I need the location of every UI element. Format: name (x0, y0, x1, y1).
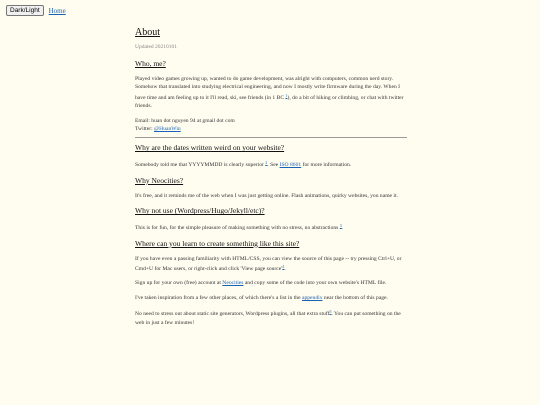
learn-text-3: Sign up for your own (free) account at (135, 280, 223, 287)
learn-paragraph-4 (135, 308, 407, 327)
why-not-paragraph (135, 222, 407, 232)
heading-dates: Why are the dates written weird on your website? (135, 143, 285, 153)
iso-8601-link[interactable]: ISO 8601 (279, 162, 302, 169)
learn-text-2: . (284, 266, 286, 273)
learn-paragraph-1 (135, 255, 407, 274)
who-text-2: ), do a bit of hiking or climbing, or chat with twitter friends. (135, 94, 404, 110)
footnote-link-3[interactable]: 3 (339, 223, 342, 229)
updated-date: Updated 20210101 (135, 44, 178, 50)
home-link[interactable]: Home (48, 6, 66, 15)
page-title: About (135, 27, 160, 38)
heading-why-not: Why not use (Wordpress/Hugo/Jekyll/etc)? (135, 206, 265, 216)
twitter-link[interactable]: @HuanWin (154, 126, 181, 133)
twitter-label: Twitter: (135, 126, 155, 133)
neocities-link[interactable]: Neocities (222, 280, 244, 287)
appendix-link[interactable]: appendix (301, 294, 323, 301)
learn-text-8: . You can put something on the web in just a few minutes! (135, 311, 401, 326)
dates-text-2: . See (267, 162, 280, 169)
main-content (135, 27, 407, 333)
learn-text-4: and copy some of the code into your own website's HTML file. (243, 280, 387, 287)
heading-neocities: Why Neocities? (135, 175, 184, 185)
learn-text-5: I've taken inspiration from a few other places, of which there's a list in the (135, 294, 302, 301)
learn-text-1: If you have even a passing familiarity with HTML/CSS, you can view the source of this page -- try pressing Ctrl+U, or Cmd+U for Mac users, or right-click and click 'View page source' (135, 255, 402, 273)
email-text: Email: huan dot nguyen 94 at gmail dot com (135, 117, 235, 124)
footnote-link-5[interactable]: 5 (329, 309, 332, 315)
footnote-link-4[interactable]: 4 (282, 264, 285, 270)
footnote-link-1[interactable]: 1 (285, 92, 288, 98)
who-text-1: Played video games growing up, wanted to do game development, was alright with computers, common nerd story. Somehow that translated into studying electrical engineering, and now I mostly write firmware during the day. When I have time and am feeling up to it I'll read, ski, see friends (in 1 BC (135, 76, 401, 101)
why-not-text-2: . (341, 225, 344, 232)
dates-paragraph (135, 159, 407, 169)
learn-paragraph-2 (135, 279, 407, 287)
divider (135, 137, 407, 138)
neocities-paragraph: It's free, and it reminds me of the web when I was just getting online. Flash animations, quirky websites, you name it. (135, 192, 398, 199)
learn-text-7: No need to stress out about static site generators, Wordpress plugins, all that extra stuff (135, 311, 330, 318)
who-paragraph (135, 75, 407, 111)
footnote-link-2[interactable]: 2 (265, 160, 268, 166)
learn-text-6: near the bottom of this page. (322, 294, 388, 301)
dates-text-1: Somebody told me that YYYYMMDD is clearly superior (135, 162, 266, 169)
dark-light-toggle-button[interactable]: Dark/Light (6, 5, 44, 16)
contact-paragraph (135, 117, 407, 134)
heading-learn: Where can you learn to create something like this site? (135, 238, 300, 248)
why-not-text-1: This is for fun, for the simple pleasure of making something with no stress, no abstractions (135, 225, 340, 232)
learn-paragraph-3 (135, 294, 407, 302)
heading-who-me: Who, me? (135, 59, 166, 68)
dates-text-3: for more information. (301, 162, 352, 169)
top-bar (6, 5, 66, 16)
